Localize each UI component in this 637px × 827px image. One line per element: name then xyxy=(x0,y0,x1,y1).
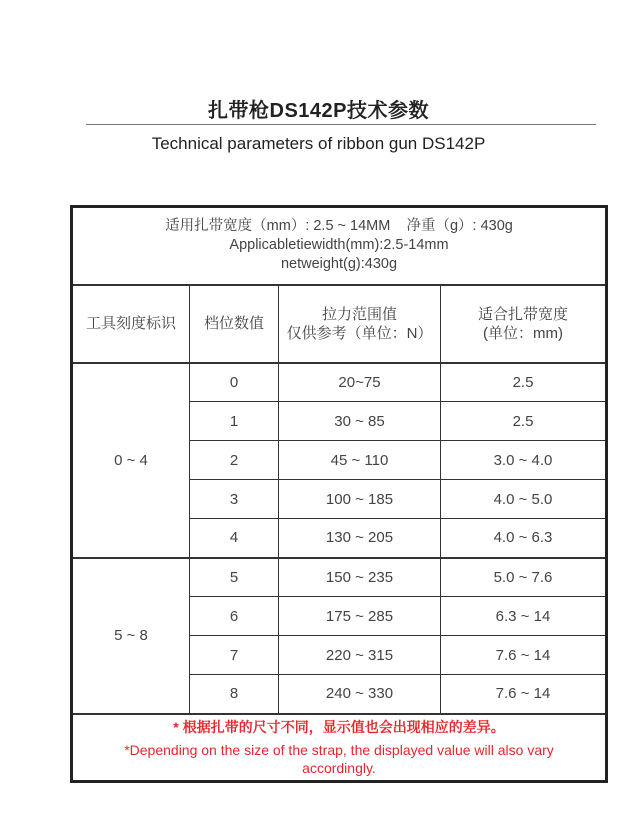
width-cell: 7.6 ~ 14 xyxy=(441,675,607,714)
position-cell: 6 xyxy=(190,597,279,636)
position-cell: 0 xyxy=(190,363,279,402)
tension-cell: 20~75 xyxy=(279,363,441,402)
page-title: 扎带枪DS142P技术参数 xyxy=(208,100,429,122)
note-cell xyxy=(72,714,607,782)
note-en: *Depending on the size of the strap, the displayed value will also vary accordingly. xyxy=(124,741,554,776)
tension-cell: 130 ~ 205 xyxy=(279,519,441,558)
tension-cell: 220 ~ 315 xyxy=(279,636,441,675)
header-position: 档位数值 xyxy=(190,285,279,363)
header-tension-line-1: 拉力范围值 xyxy=(321,305,397,323)
info-line-1: 适用扎带宽度（mm）: 2.5 ~ 14MM 净重（g）: 430g xyxy=(165,218,513,235)
tension-cell: 100 ~ 185 xyxy=(279,480,441,519)
position-cell: 2 xyxy=(190,441,279,480)
width-cell: 4.0 ~ 5.0 xyxy=(441,480,607,519)
tension-cell: 240 ~ 330 xyxy=(279,675,441,714)
position-cell: 7 xyxy=(190,636,279,675)
info-line-2: Applicabletiewidth(mm):2.5-14mm xyxy=(229,237,449,254)
position-cell: 4 xyxy=(190,519,279,558)
note-cn-text: 根据扎带的尺寸不同，显示值也会出现相应的差异。 xyxy=(182,718,505,735)
position-cell: 3 xyxy=(190,480,279,519)
width-cell: 2.5 xyxy=(441,363,607,402)
page-subtitle: Technical parameters of ribbon gun DS142P xyxy=(151,134,486,153)
width-cell: 6.3 ~ 14 xyxy=(441,597,607,636)
tension-cell: 45 ~ 110 xyxy=(279,441,441,480)
note-row xyxy=(72,714,607,782)
spec-table xyxy=(70,205,608,783)
width-cell: 3.0 ~ 4.0 xyxy=(441,441,607,480)
header-tension-line-2: 仅供参考（单位：N） xyxy=(286,324,433,342)
tension-cell: 30 ~ 85 xyxy=(279,402,441,441)
position-cell: 1 xyxy=(190,402,279,441)
position-cell: 5 xyxy=(190,558,279,597)
header-width xyxy=(441,285,607,363)
tension-cell: 150 ~ 235 xyxy=(279,558,441,597)
header-width-line-2: (单位：mm) xyxy=(483,324,563,342)
scale-group-cell: 5 ~ 8 xyxy=(72,558,190,714)
width-cell: 4.0 ~ 6.3 xyxy=(441,519,607,558)
title-divider xyxy=(86,124,596,125)
width-cell: 7.6 ~ 14 xyxy=(441,636,607,675)
width-cell: 5.0 ~ 7.6 xyxy=(441,558,607,597)
header-width-line-1: 适合扎带宽度 xyxy=(477,305,568,323)
info-line-3: netweight(g):430g xyxy=(280,256,398,273)
header-tension xyxy=(279,285,441,363)
position-cell: 8 xyxy=(190,675,279,714)
note-star: * xyxy=(173,718,179,735)
info-row xyxy=(72,207,607,285)
width-cell: 2.5 xyxy=(441,402,607,441)
table-row xyxy=(72,558,607,597)
header-row xyxy=(72,285,607,363)
header-scale: 工具刻度标识 xyxy=(72,285,190,363)
table-row xyxy=(72,363,607,402)
info-cell xyxy=(72,207,607,285)
scale-group-cell: 0 ~ 4 xyxy=(72,363,190,558)
note-cn xyxy=(73,718,605,737)
tension-cell: 175 ~ 285 xyxy=(279,597,441,636)
